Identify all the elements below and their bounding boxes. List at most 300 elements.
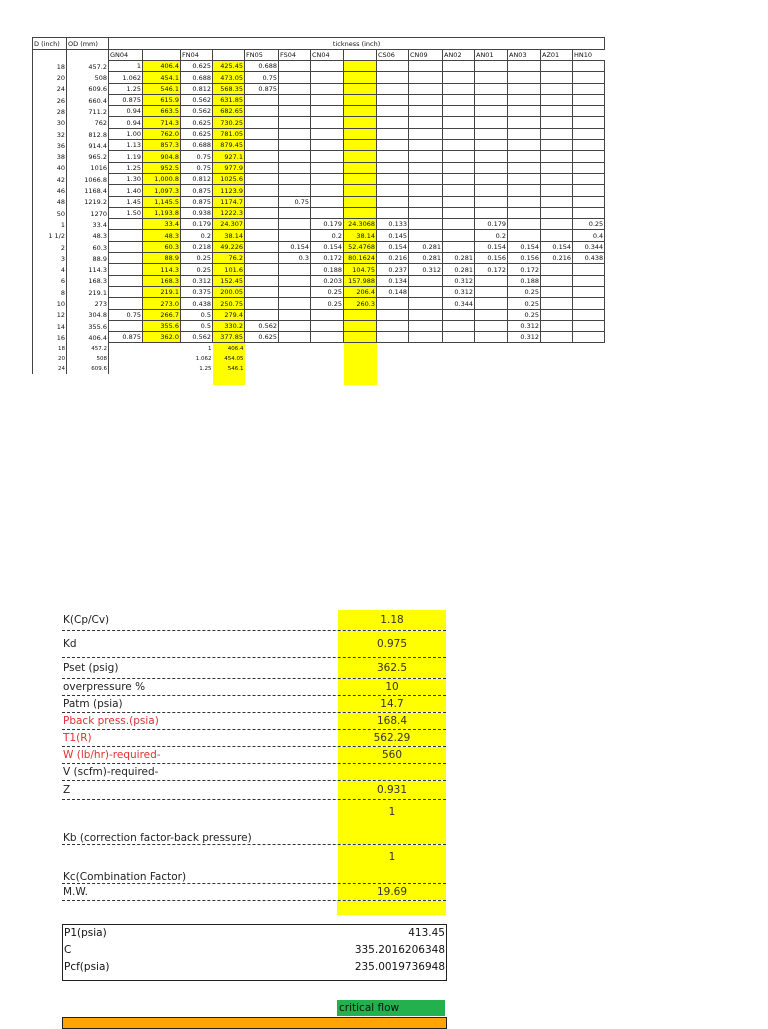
- table-cell: [475, 286, 508, 297]
- table-cell: [279, 354, 311, 364]
- table-cell: [475, 72, 508, 83]
- table-cell: [245, 309, 279, 320]
- calc-label: Pset (psig): [63, 662, 119, 674]
- thickness-table-area: [32, 37, 604, 385]
- table-cell: 0.25: [181, 253, 213, 264]
- table-cell: [311, 354, 344, 364]
- table-cell: [377, 298, 409, 309]
- table-cell: [541, 354, 573, 364]
- header-thickness: tickness (inch): [109, 38, 605, 50]
- table-cell: 425.45: [213, 61, 245, 72]
- table-cell: [245, 241, 279, 252]
- calc-label: Patm (psia): [63, 698, 123, 710]
- table-cell: [508, 72, 541, 83]
- result-value: 413.45: [408, 927, 445, 939]
- calc-value[interactable]: 168.4: [338, 713, 446, 729]
- table-cell: [541, 117, 573, 128]
- table-cell: [508, 162, 541, 173]
- table-cell: 457.2: [67, 343, 109, 354]
- table-cell: 454.1: [143, 72, 181, 83]
- table-cell: 1174.7: [213, 196, 245, 207]
- table-cell: 0.5: [181, 309, 213, 320]
- table-cell: [573, 128, 605, 139]
- table-cell: [475, 364, 508, 374]
- table-cell: 0.812: [181, 173, 213, 184]
- table-cell: 609.6: [67, 83, 109, 94]
- table-cell: [245, 185, 279, 196]
- table-cell: 879.45: [213, 140, 245, 151]
- calc-value[interactable]: 10: [338, 679, 446, 695]
- table-cell: 50: [33, 207, 67, 218]
- table-cell: [475, 298, 508, 309]
- table-cell: [311, 162, 344, 173]
- table-cell: [508, 94, 541, 105]
- table-cell: 0.5: [181, 320, 213, 331]
- table-cell: [443, 151, 475, 162]
- table-cell: [443, 343, 475, 354]
- table-cell: [344, 196, 377, 207]
- table-row: [33, 185, 605, 196]
- table-cell: [377, 343, 409, 354]
- table-cell: 168.3: [67, 275, 109, 286]
- table-cell: [409, 117, 443, 128]
- table-cell: 260.3: [344, 298, 377, 309]
- table-cell: [409, 230, 443, 241]
- table-cell: 0.344: [573, 241, 605, 252]
- table-cell: 0.75: [245, 72, 279, 83]
- table-cell: [279, 298, 311, 309]
- table-cell: 0.188: [508, 275, 541, 286]
- table-cell: [409, 151, 443, 162]
- calc-label: Pback press.(psia): [63, 715, 159, 727]
- table-cell: 0.154: [508, 241, 541, 252]
- table-cell: [109, 298, 143, 309]
- table-cell: [344, 94, 377, 105]
- calc-label: T1(R): [63, 732, 92, 744]
- calc-spacer: [62, 901, 446, 915]
- table-cell: [245, 286, 279, 297]
- table-cell: [245, 207, 279, 218]
- table-cell: 927.1: [213, 151, 245, 162]
- schedule-code: AN03: [508, 49, 541, 61]
- table-cell: [541, 309, 573, 320]
- table-cell: 1.00: [109, 128, 143, 139]
- table-cell: [475, 185, 508, 196]
- table-cell: 0.688: [245, 61, 279, 72]
- table-cell: 0.625: [181, 128, 213, 139]
- calc-row: [62, 747, 446, 764]
- table-cell: 0.875: [109, 94, 143, 105]
- table-cell: [377, 140, 409, 151]
- table-cell: 0.344: [443, 298, 475, 309]
- table-cell: 49.226: [213, 241, 245, 252]
- table-cell: [409, 343, 443, 354]
- table-cell: [311, 72, 344, 83]
- table-cell: 0.145: [377, 230, 409, 241]
- table-cell: 76.2: [213, 253, 245, 264]
- table-cell: [409, 298, 443, 309]
- table-cell: 0.312: [409, 264, 443, 275]
- cell: [443, 374, 475, 384]
- table-cell: 609.6: [67, 364, 109, 374]
- schedule-code: AN01: [475, 49, 508, 61]
- table-cell: 0.875: [245, 83, 279, 94]
- table-cell: [573, 196, 605, 207]
- table-cell: [573, 332, 605, 343]
- table-cell: [279, 128, 311, 139]
- table-cell: 1219.2: [67, 196, 109, 207]
- table-cell: 508: [67, 72, 109, 83]
- table-cell: [279, 343, 311, 354]
- calc-label: Z: [63, 784, 71, 796]
- table-cell: 1168.4: [67, 185, 109, 196]
- calc-row: [62, 696, 446, 713]
- table-cell: 1.40: [109, 185, 143, 196]
- table-cell: [541, 83, 573, 94]
- cell: [67, 49, 109, 61]
- table-cell: 1.062: [195, 356, 212, 363]
- table-row: [33, 230, 605, 241]
- table-cell: [508, 61, 541, 72]
- table-cell: 473.05: [213, 72, 245, 83]
- table-cell: [409, 207, 443, 218]
- table-cell: [245, 140, 279, 151]
- table-cell: [573, 94, 605, 105]
- result-row: [63, 959, 446, 976]
- calc-row: [62, 658, 446, 679]
- schedule-code: [344, 49, 377, 61]
- table-cell: [245, 106, 279, 117]
- table-cell: [475, 309, 508, 320]
- schedule-code: FN04: [181, 49, 213, 61]
- table-cell: 206.4: [344, 286, 377, 297]
- table-cell: [409, 162, 443, 173]
- table-cell: [443, 128, 475, 139]
- table-cell: 0.25: [508, 309, 541, 320]
- table-cell: 250.75: [213, 298, 245, 309]
- table-cell: [508, 140, 541, 151]
- cell: [508, 374, 541, 384]
- table-row: [33, 298, 605, 309]
- table-cell: [377, 309, 409, 320]
- calc-row: [62, 679, 446, 696]
- table-cell: 46: [33, 185, 67, 196]
- table-cell: 101.6: [213, 264, 245, 275]
- table-cell: [279, 275, 311, 286]
- table-cell: [377, 72, 409, 83]
- table-cell: [311, 185, 344, 196]
- calc-value[interactable]: 562.29: [338, 730, 446, 746]
- table-cell: [475, 117, 508, 128]
- table-cell: [409, 354, 443, 364]
- table-cell: [377, 83, 409, 94]
- table-cell: 6: [33, 275, 67, 286]
- table-cell: [311, 320, 344, 331]
- table-cell: 762.0: [143, 128, 181, 139]
- table-cell: [109, 219, 143, 230]
- table-cell: [508, 117, 541, 128]
- table-cell: 152.45: [213, 275, 245, 286]
- table-cell: 0.312: [508, 320, 541, 331]
- table-row: [33, 320, 605, 331]
- table-cell: 0.154: [377, 241, 409, 252]
- table-cell: [409, 140, 443, 151]
- table-cell: [245, 219, 279, 230]
- table-cell: [109, 286, 143, 297]
- table-cell: [409, 72, 443, 83]
- table-cell: 8: [33, 286, 67, 297]
- calc-value[interactable]: 560: [338, 747, 446, 763]
- table-cell: [541, 275, 573, 286]
- table-cell: [245, 196, 279, 207]
- table-cell: [245, 173, 279, 184]
- table-cell: [377, 207, 409, 218]
- table-cell: 0.375: [181, 286, 213, 297]
- calc-value[interactable]: 1: [338, 800, 446, 844]
- table-row: [33, 173, 605, 184]
- table-cell: [541, 106, 573, 117]
- table-row: [33, 332, 605, 343]
- cell: [377, 374, 409, 384]
- table-cell: 4: [33, 264, 67, 275]
- table-cell: 0.438: [181, 298, 213, 309]
- table-row: [33, 207, 605, 218]
- schedule-code: CN04: [311, 49, 344, 61]
- schedule-code: CN09: [409, 49, 443, 61]
- table-cell: 0.3: [279, 253, 311, 264]
- table-cell: 0.134: [377, 275, 409, 286]
- table-cell: 1.45: [109, 196, 143, 207]
- table-cell: 24.3068: [344, 219, 377, 230]
- table-cell: [279, 106, 311, 117]
- table-cell: [475, 162, 508, 173]
- table-cell: 904.8: [143, 151, 181, 162]
- table-cell: 88.9: [143, 253, 181, 264]
- calc-row: [62, 764, 446, 781]
- table-cell: 1.30: [109, 173, 143, 184]
- table-cell: [245, 364, 279, 374]
- table-cell: [573, 173, 605, 184]
- table-cell: 0.172: [508, 264, 541, 275]
- table-cell: 0.172: [475, 264, 508, 275]
- table-cell: [409, 196, 443, 207]
- table-cell: [109, 354, 143, 364]
- table-cell: 952.5: [143, 162, 181, 173]
- table-cell: 1: [33, 219, 67, 230]
- table-cell: [443, 83, 475, 94]
- table-cell: 0.312: [508, 332, 541, 343]
- table-row: [33, 128, 605, 139]
- table-cell: 1: [109, 61, 143, 72]
- table-cell: [344, 354, 377, 364]
- table-cell: [245, 162, 279, 173]
- table-cell: 781.05: [213, 128, 245, 139]
- table-cell: [279, 230, 311, 241]
- schedule-code: [143, 49, 181, 61]
- table-cell: [109, 343, 143, 354]
- table-cell: 16: [33, 332, 67, 343]
- table-cell: [109, 264, 143, 275]
- table-cell: [311, 196, 344, 207]
- table-cell: 0.133: [377, 219, 409, 230]
- results-box: [62, 924, 447, 981]
- table-cell: [279, 83, 311, 94]
- table-cell: 0.562: [181, 332, 213, 343]
- table-cell: [573, 140, 605, 151]
- table-cell: 219.1: [67, 286, 109, 297]
- table-cell: [377, 61, 409, 72]
- table-cell: 0.179: [311, 219, 344, 230]
- table-cell: [573, 162, 605, 173]
- calc-value[interactable]: 1.18: [338, 610, 446, 630]
- table-cell: 1,097.3: [143, 185, 181, 196]
- table-cell: 80.1624: [344, 253, 377, 264]
- table-cell: [443, 219, 475, 230]
- table-cell: [541, 185, 573, 196]
- table-cell: [143, 343, 181, 354]
- table-cell: [143, 354, 181, 364]
- table-cell: [109, 275, 143, 286]
- header-od: OD (mm): [67, 38, 109, 50]
- result-value: 335.2016206348: [354, 944, 445, 956]
- table-cell: [573, 286, 605, 297]
- cell: [67, 374, 109, 384]
- table-cell: [541, 230, 573, 241]
- calc-value[interactable]: 0.931: [338, 781, 446, 799]
- table-cell: 24: [33, 364, 67, 374]
- table-cell: [409, 275, 443, 286]
- table-cell: [344, 207, 377, 218]
- result-row: [63, 942, 446, 959]
- table-cell: 1066.8: [67, 173, 109, 184]
- table-cell: [573, 343, 605, 354]
- table-cell: [475, 94, 508, 105]
- extra-row: [33, 354, 605, 364]
- table-cell: [279, 219, 311, 230]
- table-cell: [377, 173, 409, 184]
- table-cell: 1016: [67, 162, 109, 173]
- table-cell: 406.4: [67, 332, 109, 343]
- table-cell: [541, 320, 573, 331]
- table-cell: [279, 332, 311, 343]
- table-cell: [541, 72, 573, 83]
- table-cell: [311, 309, 344, 320]
- table-cell: [311, 83, 344, 94]
- calc-value[interactable]: [338, 764, 446, 780]
- table-cell: [245, 117, 279, 128]
- table-cell: [573, 207, 605, 218]
- table-cell: 60.3: [67, 241, 109, 252]
- header-nd: D (inch): [33, 38, 67, 50]
- table-cell: 0.281: [443, 264, 475, 275]
- schedule-code: FS04: [279, 49, 311, 61]
- table-cell: 0.154: [311, 241, 344, 252]
- table-cell: [443, 230, 475, 241]
- table-cell: 36: [33, 140, 67, 151]
- table-cell: [377, 128, 409, 139]
- table-cell: [377, 151, 409, 162]
- table-cell: [541, 207, 573, 218]
- table-cell: 0.625: [181, 61, 213, 72]
- calc-value[interactable]: 19.69: [338, 884, 446, 900]
- table-cell: 28: [33, 106, 67, 117]
- table-cell: 266.7: [143, 309, 181, 320]
- table-cell: [443, 364, 475, 374]
- table-cell: [409, 128, 443, 139]
- table-cell: [443, 320, 475, 331]
- table-cell: 0.562: [245, 320, 279, 331]
- table-cell: 631.85: [213, 94, 245, 105]
- table-cell: [311, 61, 344, 72]
- cell: [573, 374, 605, 384]
- table-cell: 0.312: [181, 275, 213, 286]
- schedule-code: GN04: [109, 49, 143, 61]
- table-cell: [475, 106, 508, 117]
- table-cell: [279, 364, 311, 374]
- table-cell: [573, 106, 605, 117]
- table-cell: 14: [33, 320, 67, 331]
- schedule-code: AZ01: [541, 49, 573, 61]
- table-cell: 1 1/2: [33, 230, 67, 241]
- table-row: [33, 253, 605, 264]
- table-cell: 20: [33, 72, 67, 83]
- table-cell: [245, 343, 279, 354]
- table-cell: 330.2: [213, 320, 245, 331]
- table-cell: [344, 173, 377, 184]
- table-cell: [573, 364, 605, 374]
- table-cell: [443, 140, 475, 151]
- table-cell: 0.25: [508, 286, 541, 297]
- table-cell: [344, 309, 377, 320]
- table-row: [33, 275, 605, 286]
- table-cell: 1222.3: [213, 207, 245, 218]
- table-cell: 42: [33, 173, 67, 184]
- table-cell: [573, 61, 605, 72]
- table-cell: 3: [33, 253, 67, 264]
- calc-value[interactable]: 0.975: [338, 631, 446, 657]
- table-cell: 38.14: [213, 230, 245, 241]
- calc-value[interactable]: 14.7: [338, 696, 446, 712]
- table-cell: [344, 162, 377, 173]
- cell: [33, 49, 67, 61]
- table-cell: [475, 332, 508, 343]
- extra-row: [33, 364, 605, 374]
- table-cell: 38: [33, 151, 67, 162]
- table-cell: [443, 173, 475, 184]
- table-cell: [508, 128, 541, 139]
- calc-label: V (scfm)-required-: [63, 766, 159, 778]
- table-cell: [573, 354, 605, 364]
- result-row: [63, 925, 446, 942]
- table-cell: [443, 162, 475, 173]
- table-row: [33, 219, 605, 230]
- calc-value[interactable]: 362.5: [338, 658, 446, 678]
- table-cell: [409, 219, 443, 230]
- calc-value[interactable]: 1: [338, 845, 446, 883]
- table-cell: [573, 72, 605, 83]
- calc-label: M.W.: [63, 886, 88, 898]
- schedule-code: AN02: [443, 49, 475, 61]
- table-cell: [508, 83, 541, 94]
- table-cell: 857.3: [143, 140, 181, 151]
- table-row: [33, 140, 605, 151]
- table-cell: 0.625: [245, 332, 279, 343]
- table-cell: 0.312: [443, 286, 475, 297]
- table-cell: [573, 309, 605, 320]
- table-cell: [311, 140, 344, 151]
- table-cell: 48.3: [143, 230, 181, 241]
- table-cell: 0.688: [181, 72, 213, 83]
